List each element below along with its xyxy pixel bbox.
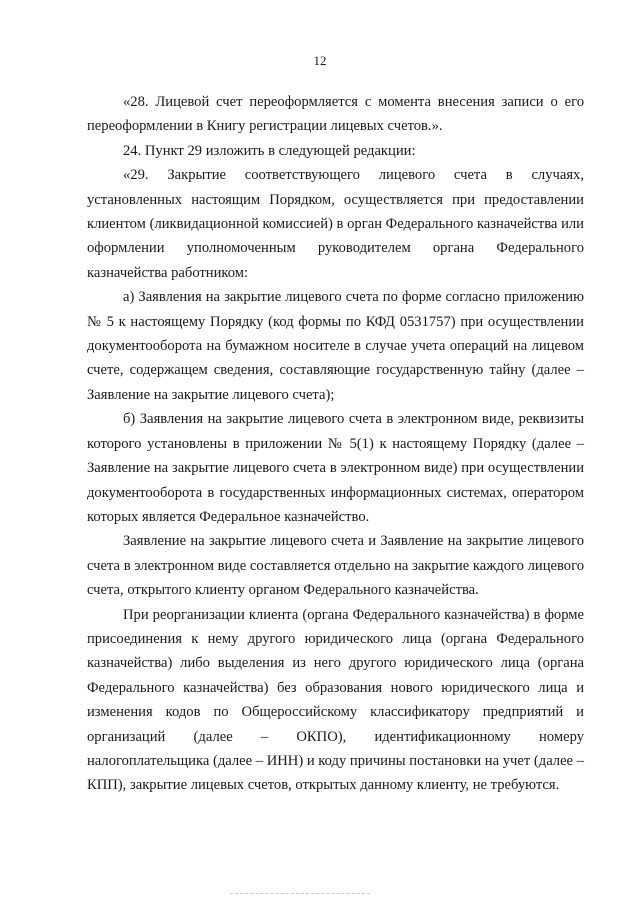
page-number: 12: [313, 53, 327, 68]
paragraph-28: «28. Лицевой счет переоформляется с момента внесения записи о его переоформлении в Книгу регистрации лицевых счетов.».: [87, 94, 584, 135]
document-body: [87, 90, 584, 798]
paragraph-item-b: б) Заявления на закрытие лицевого счета в электронном виде, реквизиты которого установлены в приложении № 5(1) к настоящему Порядку (далее – Заявление на закрытие лицевого счета в электронном виде) при осуществлении документооборота в государственных информационных системах, оператором которых является Федеральное казначейство.: [87, 411, 584, 525]
paragraph-24-heading: 24. Пункт 29 изложить в следующей редакции:: [123, 142, 416, 159]
scan-artifact: [230, 893, 370, 897]
paragraph-29: «29. Закрытие соответствующего лицевого счета в случаях, установленных настоящим Порядком, осуществляется при предоставлении клиентом (ликвидационной комиссией) в орган Федерального казначейства или оформлении уполномоченным руководителем органа Федерального казначейства работником:: [87, 167, 584, 281]
paragraph-reorganization: При реорганизации клиента (органа Федерального казначейства) в форме присоединения к нему другого юридического лица (органа Федерального казначейства) либо выделения из него другого юридического лица (органа Федерального казначейства) без образования нового юридического лица и изменения кодов по Общероссийскому классификатору предприятий и организаций (далее – ОКПО), идентификационному номеру налогоплательщика (далее – ИНН) и коду причины постановки на учет (далее – КПП), закрытие лицевых счетов, открытых данному клиенту, не требуются.: [87, 606, 584, 794]
paragraph-statement: Заявление на закрытие лицевого счета и Заявление на закрытие лицевого счета в электронном виде составляется отдельно на закрытие каждого лицевого счета, открытого клиенту органом Федерального казначейства.: [87, 533, 584, 599]
paragraph-item-a: а) Заявления на закрытие лицевого счета по форме согласно приложению № 5 к настоящему Порядку (код формы по КФД 0531757) при осуществлении документооборота на бумажном носителе в случае учета операций на лицевом счете, содержащем сведения, составляющие государственную тайну (далее – Заявление на закрытие лицевого счета);: [87, 289, 584, 403]
